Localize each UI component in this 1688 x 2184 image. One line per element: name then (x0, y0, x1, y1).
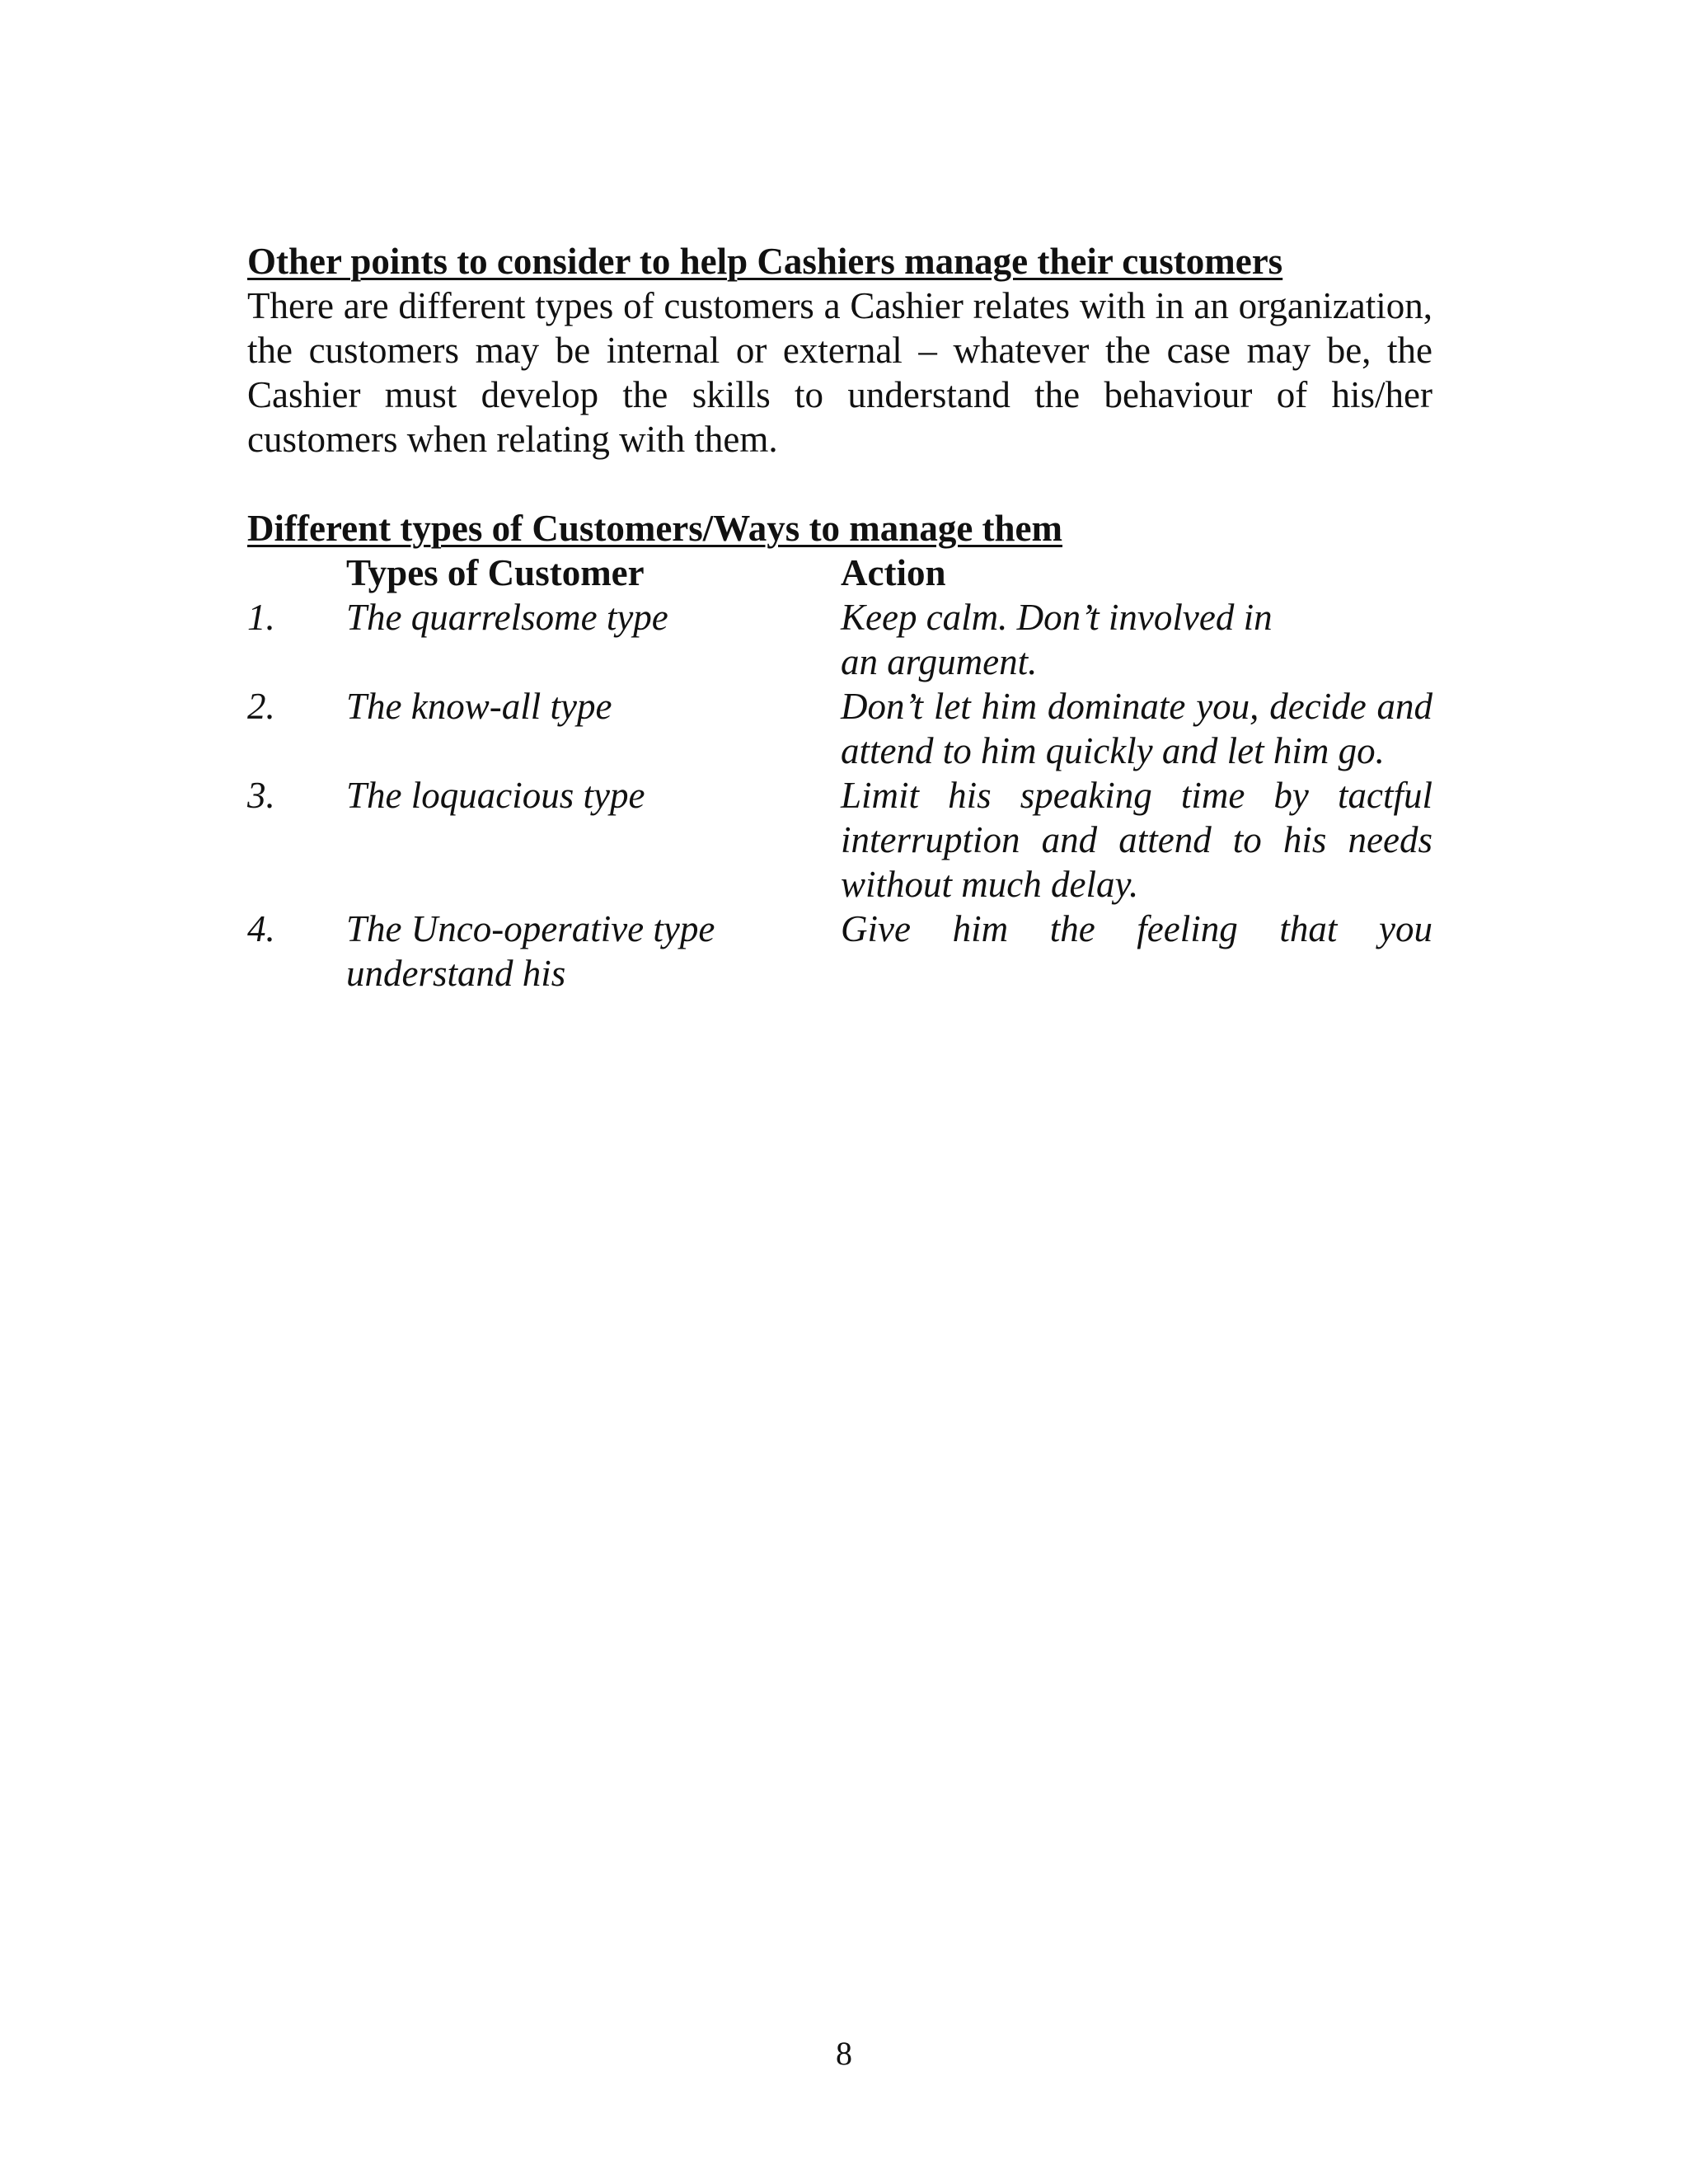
header-number-cell (247, 551, 346, 595)
row-number: 4. (247, 908, 275, 949)
table-header-row (247, 551, 1432, 595)
customer-type: The Unco-operative type (346, 908, 715, 949)
page-content (247, 239, 1432, 996)
customer-type: The know-all type (346, 686, 612, 727)
table-row (247, 595, 1432, 684)
column-header-type: Types of Customer (346, 552, 645, 593)
customer-action: Don’t let him dominate you, decide and attend to him quickly and let him go. (841, 686, 1432, 771)
customer-action: Limit his speaking time by tactful interruption and attend to his needs without much delay. (841, 775, 1432, 905)
customer-action: Keep calm. Don’t involved in an argument. (841, 597, 1273, 682)
customer-type: The quarrelsome type (346, 597, 668, 638)
customer-action: Give him the feeling that you (841, 908, 1432, 949)
section-heading-customer-types: Different types of Customers/Ways to manage them (247, 508, 1063, 549)
customer-type: The loquacious type (346, 775, 645, 816)
row-number-empty (247, 951, 346, 996)
page-number: 8 (836, 2035, 852, 2072)
row-number: 2. (247, 686, 275, 727)
customer-types-table (247, 551, 1432, 996)
row-number: 3. (247, 775, 275, 816)
customer-type-continuation: understand his (346, 953, 566, 994)
section-spacer (247, 462, 1432, 506)
intro-paragraph: There are different types of customers a Cashier relates with in an organization, the customers may be internal or external – whatever the case may be, the Cashier must develop the skills to understand the behaviour of his/her customers when relating with them. (247, 285, 1432, 460)
table-row (247, 773, 1432, 907)
row-number: 1. (247, 597, 275, 638)
table-row-continuation (247, 951, 1432, 996)
table-row (247, 907, 1432, 951)
section-heading-cashier-points: Other points to consider to help Cashiers manage their customers (247, 241, 1283, 282)
column-header-action: Action (841, 552, 946, 593)
table-row (247, 684, 1432, 773)
